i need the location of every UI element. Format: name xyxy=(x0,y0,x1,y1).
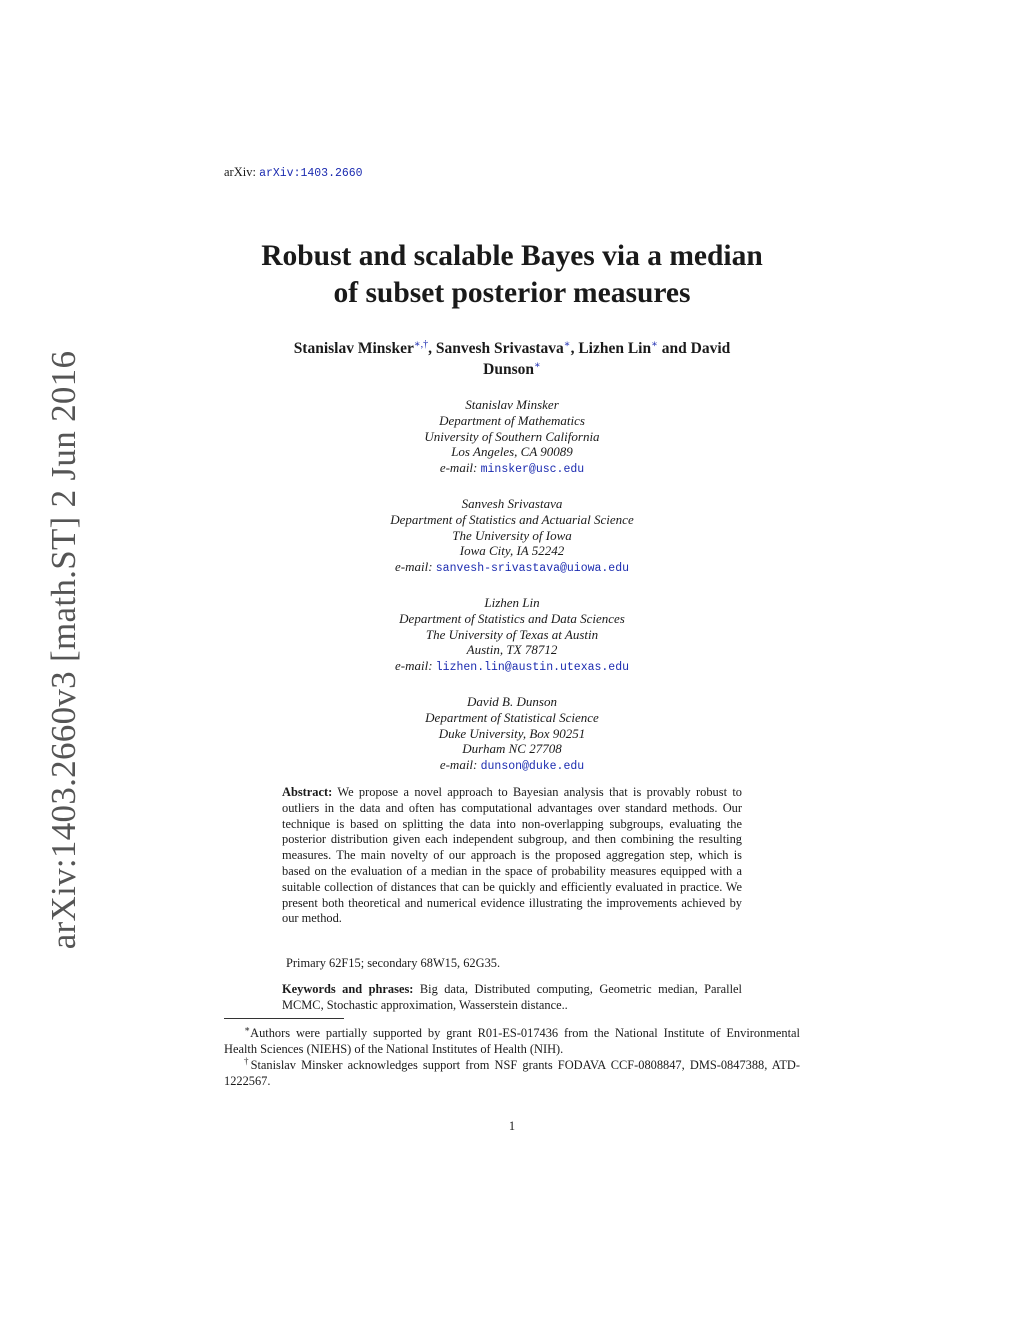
author-name: Lizhen Lin xyxy=(578,340,652,357)
email-link[interactable]: dunson@duke.edu xyxy=(480,760,585,774)
keywords-label: Keywords and phrases: xyxy=(282,982,414,996)
affiliation-email-row xyxy=(262,658,762,676)
email-link[interactable]: minsker@usc.edu xyxy=(480,463,585,477)
email-label: e-mail: xyxy=(394,658,433,674)
email-link[interactable]: sanvesh-srivastava@uiowa.edu xyxy=(435,562,630,576)
footnote-divider xyxy=(224,1018,344,1019)
msc-classification: Primary 62F15; secondary 68W15, 62G35. xyxy=(286,956,501,970)
affiliation-institution: Duke University, Box 90251 xyxy=(438,725,586,741)
email-link[interactable]: lizhen.lin@austin.utexas.edu xyxy=(435,661,630,675)
abstract-text: We propose a novel approach to Bayesian analysis that is provably robust to outliers in the data and often has computational advantages over standard methods. Our technique is based on splitting the data into non-overlapping subgroups, evaluating the posterior distribution given each independent subgroup, and then combining the resulting measures. The main novelty of our approach is the proposed aggregation step, which is based on the evaluation of a median in the space of probability measures equipped with a suitable collection of distances that can be quickly and efficiently evaluated in practice. We present both theoretical and numerical evidence illustrating the improvements achieved by our method. xyxy=(282,785,743,926)
affiliation-department: Department of Statistics and Data Sciences xyxy=(399,610,625,626)
page-number: 1 xyxy=(508,1119,516,1133)
affiliation-name: Lizhen Lin xyxy=(484,595,540,610)
title-line-1: Robust and scalable Bayes via a median xyxy=(261,240,763,272)
author-footnote-marker[interactable]: ∗ xyxy=(563,338,571,350)
author-footnote-marker[interactable]: ∗ xyxy=(651,338,658,350)
affiliation-department: Department of Mathematics xyxy=(439,412,585,428)
affiliation-department: Department of Statistics and Actuarial Science xyxy=(390,511,634,527)
author-name: Sanvesh Srivastava xyxy=(435,340,564,357)
footnote xyxy=(224,1055,801,1090)
affiliation-block xyxy=(262,595,762,676)
affiliation-name: Stanislav Minsker xyxy=(465,397,559,412)
footnote-text: Authors were partially supported by grant R01-ES-017436 from the National Institute of Environmental Health Sciences (NIEHS) of the National Institutes of Health (NIH). xyxy=(224,1026,800,1056)
author-name: Dunson xyxy=(483,361,535,378)
affiliation-email-row xyxy=(262,460,762,478)
affiliation-address: Los Angeles, CA 90089 xyxy=(451,444,573,460)
affiliation-name: Sanvesh Srivastava xyxy=(461,496,563,511)
affiliation-department: Department of Statistical Science xyxy=(425,709,599,725)
affiliation-block xyxy=(262,694,762,775)
footnote-mark: ∗ xyxy=(244,1023,251,1034)
keywords xyxy=(282,982,742,1014)
keywords-text: Big data, Distributed computing, Geometric median, Parallel MCMC, Stochastic approximation, Wasserstein distance.. xyxy=(282,982,742,1012)
author-footnote-marker[interactable]: ∗ xyxy=(534,359,541,371)
arxiv-id-link[interactable]: arXiv:1403.2660 xyxy=(259,167,363,180)
arxiv-header xyxy=(224,165,363,180)
abstract xyxy=(282,785,742,927)
affiliation-address: Durham NC 27708 xyxy=(462,741,562,757)
author-list: Stanislav Minsker∗,†, Sanvesh Srivastava∗, Lizhen Lin∗ and David Dunson∗ xyxy=(293,338,731,378)
footnote-mark: † xyxy=(244,1055,251,1066)
paper-title xyxy=(162,238,862,312)
affiliation-email-row xyxy=(262,559,762,577)
affiliation-address: Iowa City, IA 52242 xyxy=(459,543,565,559)
affiliation-name: David B. Dunson xyxy=(467,694,557,709)
affiliation-institution: The University of Iowa xyxy=(452,527,572,543)
affiliation-address: Austin, TX 78712 xyxy=(466,642,558,658)
affiliation-institution: University of Southern California xyxy=(424,428,600,444)
email-label: e-mail: xyxy=(439,757,478,773)
affiliation-block xyxy=(262,496,762,577)
author-conjunction: and David xyxy=(661,340,731,357)
author-name: Stanislav Minsker xyxy=(293,340,414,357)
affiliation-email-row xyxy=(262,757,762,775)
affiliation-block xyxy=(262,397,762,478)
footnote xyxy=(224,1023,800,1058)
email-label: e-mail: xyxy=(394,559,433,575)
title-line-2: of subset posterior measures xyxy=(333,277,691,309)
affiliation-institution: The University of Texas at Austin xyxy=(425,626,599,642)
author-footnote-marker[interactable]: ∗,† xyxy=(413,338,429,350)
arxiv-side-stamp: arXiv:1403.2660v3 [math.ST] 2 Jun 2016 xyxy=(44,350,83,950)
abstract-label: Abstract: xyxy=(282,785,333,799)
email-label: e-mail: xyxy=(439,460,478,476)
footnote-text: Stanislav Minsker acknowledges support from NSF grants FODAVA CCF-0808847, DMS-0847388, ATD-1222567. xyxy=(224,1058,801,1088)
arxiv-label: arXiv: xyxy=(224,165,256,179)
